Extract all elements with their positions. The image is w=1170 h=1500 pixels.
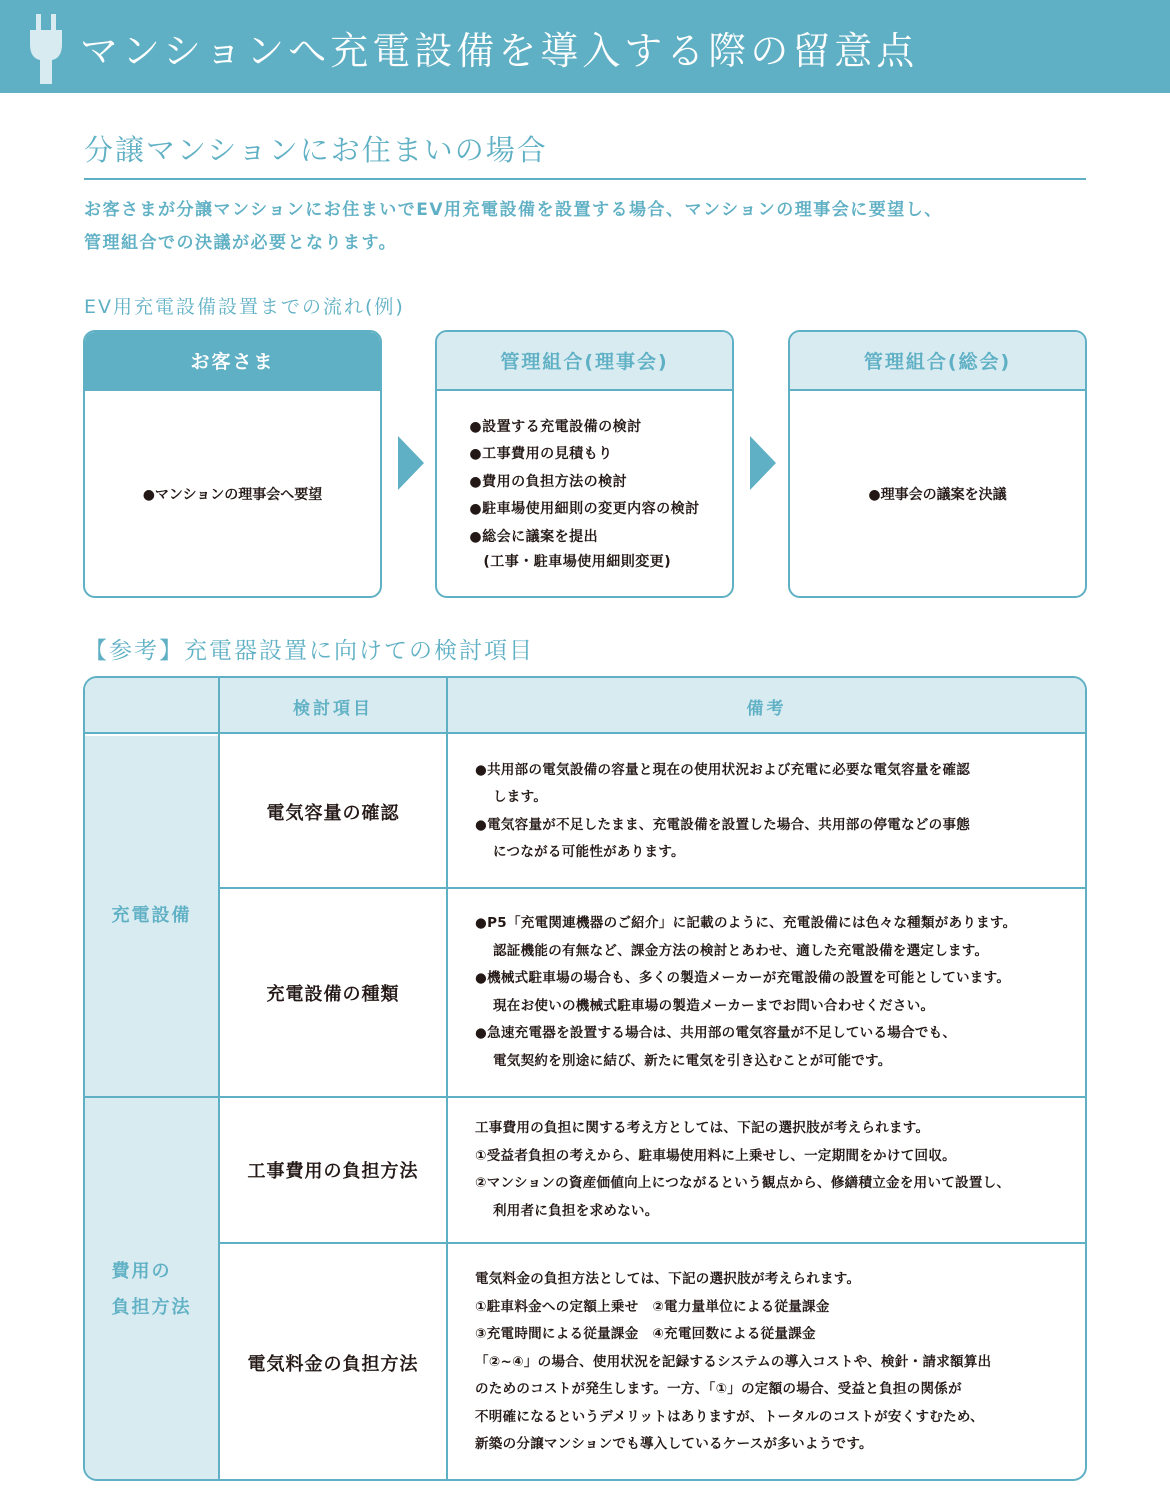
flow-item: ●設置する充電設備の検討 [469,418,642,435]
note-line: 「②~④」の場合、使用状況を記録するシステムの導入コストや、検針・請求額算出 [475,1353,992,1370]
note-line: 不明確になるというデメリットはありますが、トータルのコストが安くすむため、 [475,1408,984,1425]
category-cost-burden [85,1098,218,1481]
arrow-right-icon [398,436,424,490]
note-line: ●電気容量が不足したまま、充電設備を設置した場合、共用部の停電などの事態 [475,816,971,833]
category-label-line: 費用の [111,1260,172,1282]
note-line: 現在お使いの機械式駐車場の製造メーカーまでお問い合わせください。 [493,997,935,1014]
note-line: ③充電時間による従量課金 ④充電回数による従量課金 [475,1326,816,1343]
intro-line: お客さまが分譲マンションにお住まいでEV用充電設備を設置する場合、マンションの理事会に要望し、 [84,200,943,220]
flow-item: (工事・駐車場使用細則変更) [483,554,672,571]
flow-box-body [790,391,1085,596]
note-line: 認証機能の有無など、課金方法の検討とあわせ、適した充電設備を選定します。 [493,942,989,959]
table-row-item: 工事費用の負担方法 [247,1161,419,1182]
flow-item: ●駐車場使用細則の変更内容の検討 [469,501,700,518]
intro-text [84,194,1094,260]
flow-item: ●工事費用の見積もり [469,446,613,463]
page-title: マンションへ充電設備を導入する際の留意点 [80,29,919,73]
note-line: 電気料金の負担方法としては、下記の選択肢が考えられます。 [475,1271,861,1288]
note-line: 利用者に負担を求めない。 [493,1202,659,1219]
header-note: 備考 [746,698,787,719]
table-row-note [448,889,1085,1096]
table-row-note [448,1244,1085,1481]
note-line: します。 [493,789,548,805]
flow-box-body [85,391,380,596]
reference-table [83,676,1087,1481]
note-line: ●共用部の電気設備の容量と現在の使用状況および充電に必要な電気容量を確認 [475,761,971,778]
flow-box-head: お客さま [85,332,380,391]
note-line: 電気契約を別途に結び、新たに電気を引き込むことが可能です。 [493,1052,892,1069]
note-line: ①受益者負担の考えから、駐車場使用料に上乗せし、一定期間をかけて回収。 [475,1147,956,1164]
category-charging-equipment: 充電設備 [111,905,192,926]
note-line: につながる可能性があります。 [493,844,685,860]
table-row-item: 電気容量の確認 [266,802,400,824]
plug-icon [28,14,64,84]
flow-box-head: 管理組合(総会) [790,332,1085,391]
flow-box-head: 管理組合(理事会) [437,332,732,391]
intro-line: 管理組合での決議が必要となります。 [84,233,398,253]
note-line: ●急速充電器を設置する場合は、共用部の電気容量が不足している場合でも、 [475,1025,957,1041]
table-row-note [448,736,1085,887]
section-title: 分譲マンションにお住まいの場合 [84,133,548,167]
flow-box-board [435,330,734,598]
flow-list [469,414,699,574]
note-line: のためのコストが発生します。一方、「①」の定額の場合、受益と負担の関係が [475,1381,962,1398]
table-row-note [448,1098,1085,1242]
note-line: ●P5「充電関連機器のご紹介」に記載のように、充電設備には色々な種類があります。 [475,915,1017,931]
header-item: 検討項目 [293,698,373,719]
flow-item: ●マンションの理事会へ要望 [142,486,323,503]
arrow-right-icon [750,436,776,490]
flow-box-customer [83,330,382,598]
note-line: 工事費用の負担に関する考え方としては、下記の選択肢が考えられます。 [475,1120,930,1136]
flow-title: EV用充電設備設置までの流れ(例) [84,296,405,318]
header-banner [0,0,1170,93]
note-line: ①駐車料金への定額上乗せ ②電力量単位による従量課金 [475,1298,830,1315]
table-row-item: 充電設備の種類 [266,983,400,1005]
note-line: ●機械式駐車場の場合も、多くの製造メーカーが充電設備の設置を可能としています。 [475,970,1011,986]
note-line: 新築の分譲マンションでも導入しているケースが多いようです。 [475,1436,873,1453]
section-divider [84,178,1086,180]
flow-item: ●総会に議案を提出 [469,528,599,545]
category-label-line: 負担方法 [111,1296,192,1318]
flow-item: ●費用の負担方法の検討 [469,473,628,490]
flow-item: ●理事会の議案を決議 [868,486,1007,503]
flow-box-body [437,391,732,596]
reference-title: 【参考】充電器設置に向けての検討項目 [84,638,534,664]
flow-box-general-meeting [788,330,1087,598]
note-line: ②マンションの資産価値向上につながるという観点から、修繕積立金を用いて設置し、 [475,1175,1011,1191]
table-row-item: 電気料金の負担方法 [247,1353,419,1375]
